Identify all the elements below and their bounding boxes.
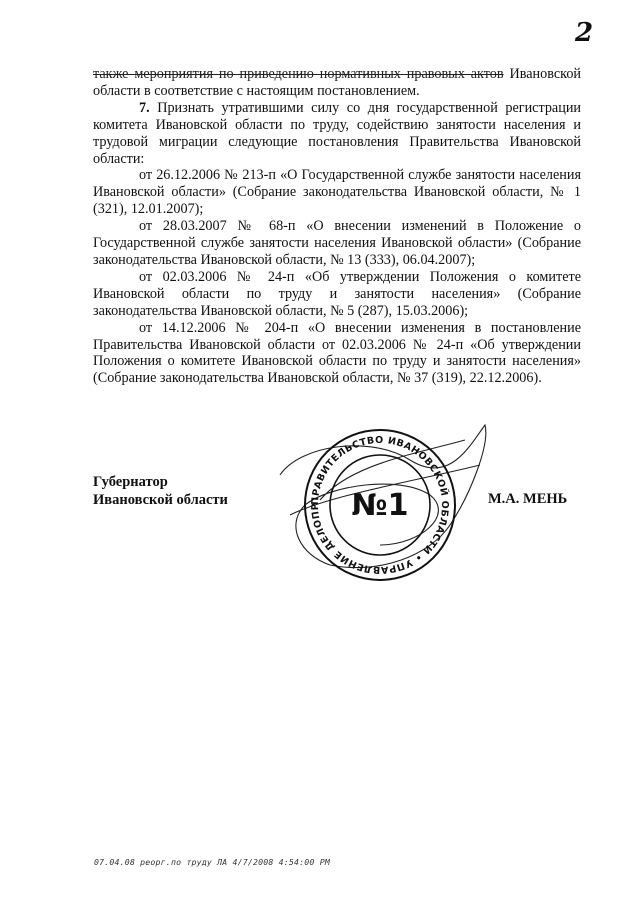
stamp-ring-text: ПРАВИТЕЛЬСТВО ИВАНОВСКОЙ ОБЛАСТИ • УПРАВЛЕНИЕ ДЕЛОПР [309,434,451,576]
signatory-title-line2: Ивановской области [93,491,228,508]
official-stamp [260,405,500,605]
struck-line: также мероприятия по приведению нормативных правовых актов [93,66,504,82]
document-body [93,66,581,387]
item-number: 7. [139,99,150,116]
decree-24: от 02.03.2006 № 24-п «Об утверждении Положения о комитете Ивановской области по труду и занятости населения» (Собрание законодательства Ивановской области, № 5 (287), 15.03.2006); [93,268,581,319]
signatory-name: М.А. МЕНЬ [488,491,568,507]
decree-204: от 14.12.2006 № 204-п «О внесении изменения в постановление Правительства Ивановской области от 02.03.2006 № 24-п «Об утверждении Положения о комитете Ивановской области по труду и занятости населения» (Собрание законодательства Ивановской области, № 37 (319), 22.12.2006). [93,319,581,387]
signatory-title-line1: Губернатор [93,474,168,490]
signatory-title [93,474,273,509]
decree-213: от 26.12.2006 № 213-п «О Государственной службе занятости населения Ивановской области» (Собрание законодательства Ивановской области, № 1 (321), 12.01.2007); [93,167,581,218]
stamp-svg [260,405,500,605]
paragraph-continuation [93,66,581,100]
paragraph-text: Признать утратившими силу со дня государственной регистрации комитета Ивановской области по труду, содействию занятости населения и трудовой миграции следующие постановления Правительства Ивановской области: [93,99,581,167]
page-number: 2 [575,18,594,48]
paragraph-text: Ивановской области в соответствие с настоящим постановлением. [93,66,582,99]
footer-filename: 07.04.08 реорг.по труду ЛА 4/7/2008 4:54:00 PM [94,857,330,867]
stamp-number: №1 [351,488,409,523]
decree-68: от 28.03.2007 № 68-п «О внесении изменений в Положение о Государственной службе занятости населения Ивановской области» (Собрание законодательства Ивановской области, № 13 (333), 06.04.2007); [93,218,581,268]
paragraph-item-7 [93,100,581,168]
